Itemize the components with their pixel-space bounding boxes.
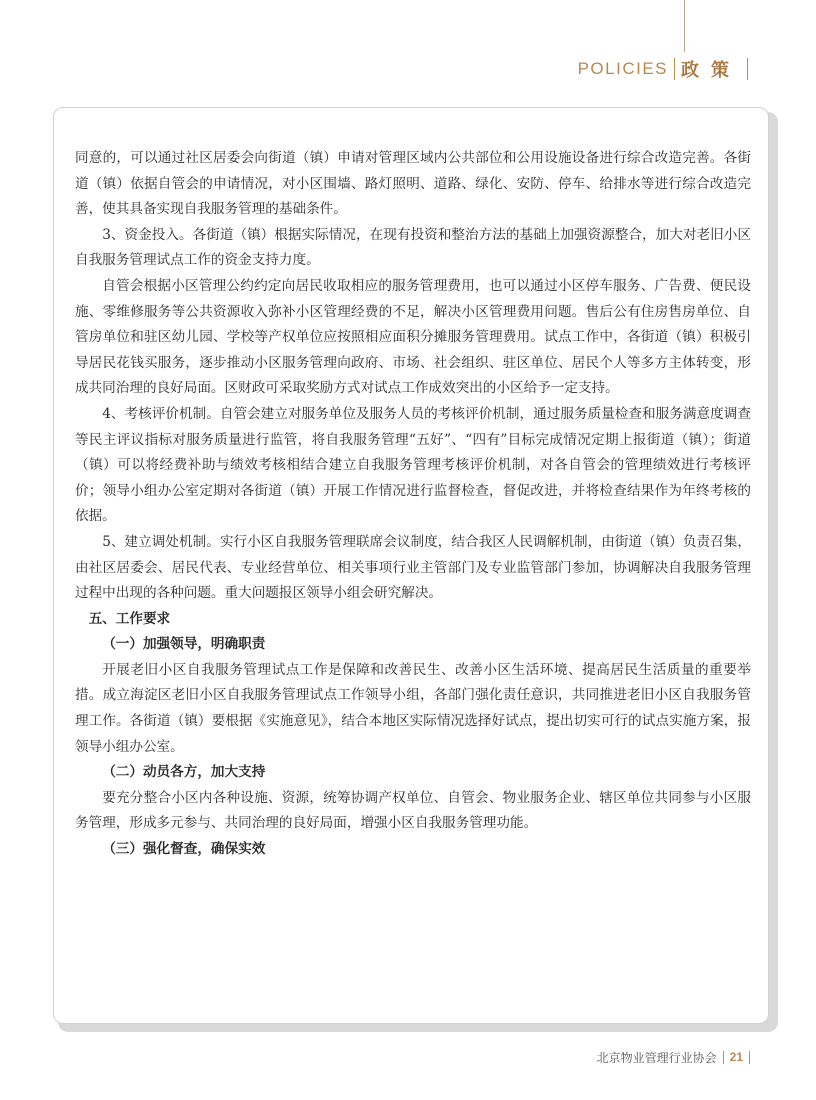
- header-separator: [674, 58, 675, 80]
- paragraph: 开展老旧小区自我服务管理试点工作是保障和改善民生、改善小区生活环境、提高居民生活质量的重要举措。成立海淀区老旧小区自我服务管理试点工作领导小组，各部门强化责任意识，共同推进老旧小区自我服务管理工作。各街道（镇）要根据《实施意见》，结合本地区实际情况选择好试点，提出切实可行的试点实施方案，报领导小组办公室。: [75, 661, 751, 755]
- footer-separator-end: [749, 1051, 750, 1064]
- subsection-heading: （三）强化督查，确保实效: [102, 841, 266, 858]
- header-separator-end: [747, 58, 748, 80]
- top-divider-line: [684, 0, 685, 52]
- paragraph: 3、资金投入。各街道（镇）根据实际情况，在现有投资和整治方法的基础上加强资源整合，加大对老旧小区自我服务管理试点工作的资金支持力度。: [75, 226, 751, 269]
- section-title-cn: 政策: [681, 60, 741, 81]
- section-title-en: POLICIES: [577, 59, 668, 78]
- paragraph: 4、考核评价机制。自管会建立对服务单位及服务人员的考核评价机制，通过服务质量检查和服务满意度调查等民主评议指标对服务质量进行监管，将自我服务管理“五好”、“四有”目标完成情况定期上报街道（镇）；街道（镇）可以将经费补助与绩效考核相结合建立自我服务管理考核评价机制，对各自管会的管理绩效进行考核评价；领导小组办公室定期对各街道（镇）开展工作情况进行监督检查，督促改进，并将检查结果作为年终考核的依据。: [75, 405, 751, 525]
- footer-separator: [723, 1051, 724, 1064]
- paragraph: 要充分整合小区内各种设施、资源，统筹协调产权单位、自管会、物业服务企业、辖区单位共同参与小区服务管理，形成多元参与、共同治理的良好局面，增强小区自我服务管理功能。: [75, 789, 751, 832]
- page-number: 21: [729, 1050, 743, 1064]
- section-header: [578, 57, 754, 81]
- publisher-name: 北京物业管理行业协会: [596, 1050, 717, 1065]
- section-heading: 五、工作要求: [88, 610, 171, 627]
- paragraph: 5、建立调处机制。实行小区自我服务管理联席会议制度，结合我区人民调解机制，由街道（镇）负责召集，由社区居委会、居民代表、专业经营单位、相关事项行业主管部门及专业监管部门参加，协调解决自我服务管理过程中出现的各种问题。重大问题报区领导小组会研究解决。: [75, 533, 751, 602]
- subsection-heading: （一）加强领导，明确职责: [102, 636, 266, 653]
- paragraph: 同意的，可以通过社区居委会向街道（镇）申请对管理区域内公共部位和公用设施设备进行综合改造完善。各街道（镇）依据自管会的申请情况，对小区围墙、路灯照明、道路、绿化、安防、停车、给排水等进行综合改造完善，使其具备实现自我服务管理的基础条件。: [75, 150, 751, 218]
- subsection-heading: （二）动员各方，加大支持: [102, 764, 266, 781]
- article-body: [75, 146, 751, 863]
- paragraph: 自管会根据小区管理公约约定向居民收取相应的服务管理费用，也可以通过小区停车服务、广告费、便民设施、零维修服务等公共资源收入弥补小区管理经费的不足，解决小区管理费用问题。售后公有住房售房单位、自管房单位和驻区幼儿园、学校等产权单位应按照相应面积分摊服务管理费用。试点工作中，各街道（镇）积极引导居民花钱买服务，逐步推动小区服务管理向政府、市场、社会组织、驻区单位、居民个人等多方主体转变，形成共同治理的良好局面。区财政可采取奖励方式对试点工作成效突出的小区给予一定支持。: [75, 277, 751, 397]
- page-footer: [597, 1049, 756, 1065]
